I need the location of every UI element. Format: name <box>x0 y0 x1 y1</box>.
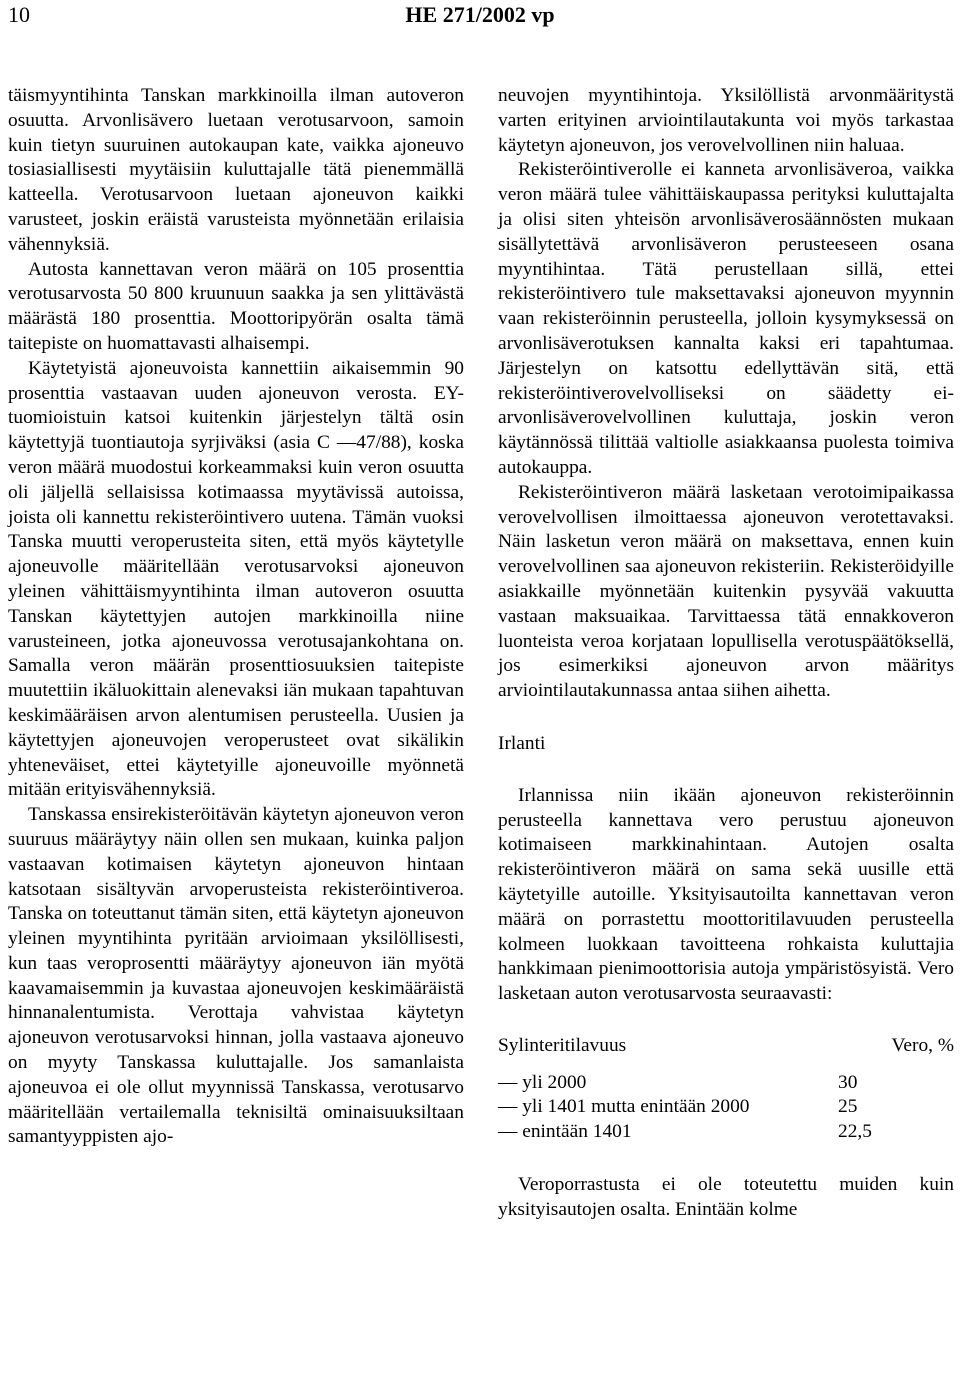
paragraph: Tanskassa ensirekisteröitävän käytetyn ajoneuvon veron suuruus määräytyy näin ollen sen mukaan, kuinka paljon vastaavan kotimaisen käytetyn ajoneuvon hintaan katsotaan sisältyvän arvoperusteista rekisteröintiveroa. Tanska on toteuttanut tämän siten, että käytetyn ajoneuvon yleinen myyntihinta pyritään arvioimaan yksilöllisesti, kun taas veroprosentti määräytyy ajoneuvon iän myötä kaavamaisemmin ja kuvastaa ajoneuvojen keskimääräistä hinnanalentumista. Verottaja vahvistaa käytetyn ajoneuvon verotusarvoksi hinnan, jolla vastaava ajoneuvo on myyty Tanskassa kuluttajalle. Jos samanlaista ajoneuvoa ei ole ollut myynnissä Tanskassa, verotusarvo määritellään vertailemalla teknisiltä ominaisuuksiltaan samantyyppisten ajo- <box>8 804 464 1148</box>
row-label: — yli 1401 mutta enintään 2000 <box>498 1096 750 1118</box>
column-header-displacement: Sylinteritilavuus <box>498 1034 627 1056</box>
row-label: — yli 2000 <box>498 1071 587 1093</box>
right-column <box>498 84 954 1223</box>
table-header <box>498 1034 954 1059</box>
paragraph: Rekisteröintiverolle ei kanneta arvonlisäveroa, vaikka veron määrä tulee vähittäiskaupassa perityksi kuluttajalta ja olisi siten yhteisön arvonlisäverosäännösten mukaan sisällytettävä arvonlisäveron perusteeseen osana myyntihintaa. Tätä perustellaan sillä, ettei rekisteröintivero tule maksettavaksi ajoneuvon myynnin vaan rekisteröinnin perusteella, jolloin kysymyksessä on arvonlisäverotuksen kannalta kaksi eri tapahtumaa. Järjestelyn on katsottu edellyttävän sitä, että rekisteröintiverovelvolliseksi on säädetty ei-arvonlisäverovelvollinen kuluttaja, joskin veron käytännössä tilittää valtiolle asiakkaansa puolesta toimiva autokauppa. <box>498 159 954 478</box>
left-column <box>8 84 464 1150</box>
row-value: 22,5 <box>838 1121 872 1143</box>
row-value: 30 <box>838 1071 858 1093</box>
table-row <box>498 1071 954 1096</box>
page-number: 10 <box>8 2 30 27</box>
section-heading: Irlanti <box>498 732 546 754</box>
tax-rate-table <box>498 1034 954 1145</box>
paragraph: Autosta kannettavan veron määrä on 105 prosenttia verotusarvosta 50 800 kruunuun saakka ja sen ylittävästä määrästä 180 prosenttia. Moottoripyörän osalta tämä taitepiste on huomattavasti alhaisempi. <box>8 258 464 354</box>
paragraph: Veroporrastusta ei ole toteutettu muiden kuin yksityisautojen osalta. Enintään kolme <box>498 1174 954 1220</box>
document-id: HE 271/2002 vp <box>405 2 555 27</box>
column-header-tax-rate: Vero, % <box>891 1034 954 1056</box>
paragraph: neuvojen myyntihintoja. Yksilöllistä arvonmääritystä varten erityinen arviointilautakunta voi myös tarkastaa käytetyn ajoneuvon, jos verovelvollinen niin haluaa. <box>498 85 954 156</box>
table-row <box>498 1095 954 1120</box>
table-row <box>498 1120 954 1145</box>
paragraph: Rekisteröintiveron määrä lasketaan verotoimipaikassa verovelvollisen ilmoittaessa ajoneuvon verotettavaksi. Näin lasketun veron määrä on maksettava, ennen kuin verovelvollinen saa ajoneuvon rekisteriin. Rekisteröidyille asiakkaille myönnetään kuitenkin pysyvää vakuutta vastaan maksuaikaa. Tarvittaessa tätä ennakkoveron luonteista veroa korjataan lopullisella verotuspäätöksellä, jos esimerkiksi ajoneuvon arvon määritys arviointilautakunnassa antaa siihen aihetta. <box>498 481 954 702</box>
row-value: 25 <box>838 1096 858 1118</box>
row-label: — enintään 1401 <box>498 1121 632 1143</box>
page-header <box>0 0 960 40</box>
paragraph: Irlannissa niin ikään ajoneuvon rekisteröinnin perusteella kannettava vero perustuu ajoneuvon kotimaiseen markkinahintaan. Autojen osalta rekisteröintiveron määrä on sama sekä uusille että käytetyille autoille. Yksityisautoilta kannettavan veron määrä on porrastettu moottoritilavuuden perusteella kolmeen luokkaan tavoitteena rohkaista kuluttajia hankkimaan pienimoottorisia autoja ympäristösyistä. Vero lasketaan auton verotusarvosta seuraavasti: <box>498 784 954 1005</box>
paragraph: täismyyntihinta Tanskan markkinoilla ilman autoveron osuutta. Arvonlisävero luetaan verotusarvoon, samoin kuin tietyn suuruinen autokaupan kate, vaikka ajoneuvo tosiasiallisesti myytäisiin kuluttajalle tätä pienemmällä katteella. Verotusarvoon luetaan ajoneuvon kaikki varusteet, joskin eräistä varusteista myönnetään erilaisia vähennyksiä. <box>8 85 464 255</box>
paragraph: Käytetyistä ajoneuvoista kannettiin aikaisemmin 90 prosenttia vastaavan uuden ajoneuvon verosta. EY-tuomioistuin katsoi kuitenkin järjestelyn tältä osin käytettyjä tuontiautoja syrjiväksi (asia C —47/88), koska veron määrä muodostui korkeammaksi kuin veron osuutta oli jäljellä sellaisissa kotimaassa myytävissä autoissa, joista oli kannettu rekisteröintivero uutena. Tämän vuoksi Tanska muutti veroperusteita siten, että myös käytetylle ajoneuvolle määritellään verotusarvoksi ajoneuvon yleinen vähittäismyyntihinta ilman autoveron osuutta Tanskan käytettyjen autojen markkinoilla niine varusteineen, jotka ajoneuvossa verotusajankohtana on. Samalla veron määrän prosenttiosuuksien taitepiste muutettiin ikäluokittain alenevaksi iän mukaan tapahtuvan keskimääräisen arvon alentumisen perusteella. Uusien ja käytettyjen ajoneuvojen veroperusteet ovat sikälikin yhteneväiset, ettei käytetyille ajoneuvoille myönnetä mitään erityisvähennyksiä. <box>8 357 464 801</box>
